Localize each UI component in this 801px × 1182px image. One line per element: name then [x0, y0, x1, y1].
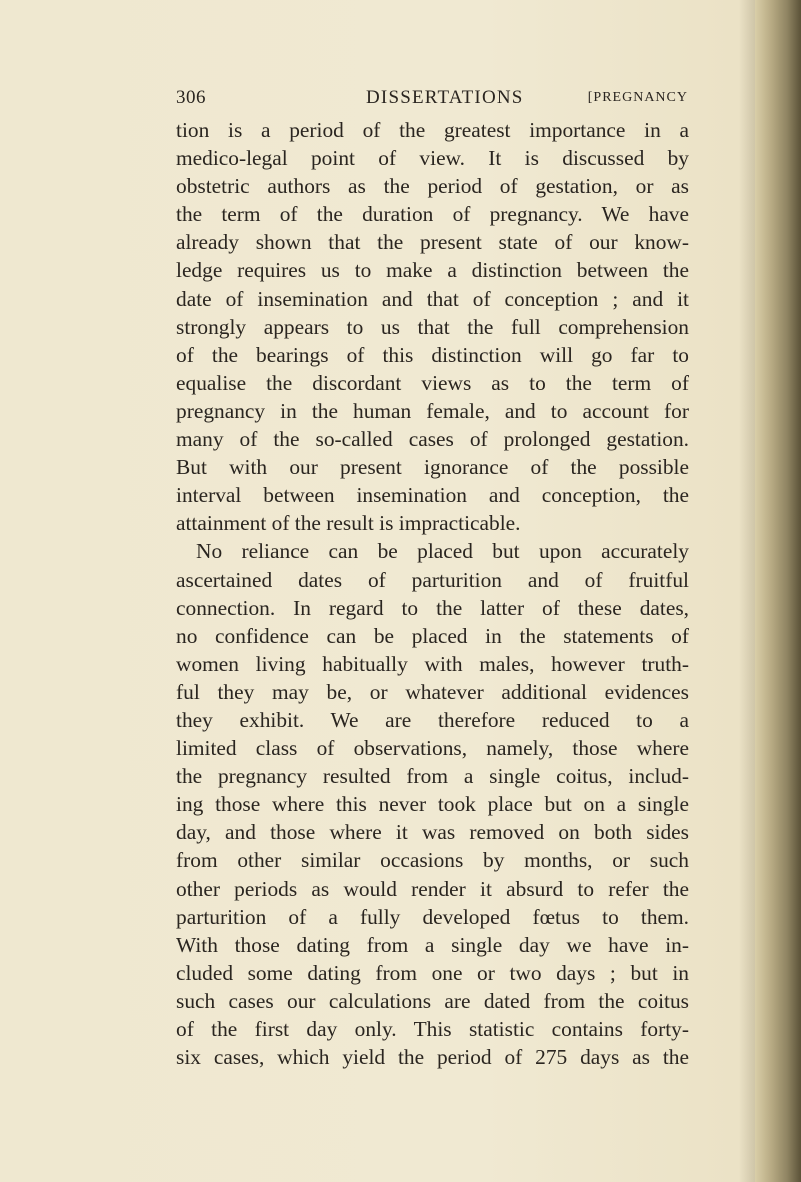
text-line: such cases our calculations are dated from the coitus [176, 988, 689, 1013]
text-line: six cases, which yield the period of 275 days as the [176, 1045, 689, 1070]
book-edge [755, 0, 801, 1182]
running-head [176, 87, 688, 117]
text-line: already shown that the present state of our know- [176, 230, 689, 255]
text-line: interval between insemination and conception, the [176, 483, 689, 508]
text-line: limited class of observations, namely, those where [176, 736, 689, 761]
text-line: ing those where this never took place but on a single [176, 792, 689, 817]
text-line: day, and those where it was removed on both sides [176, 820, 689, 845]
text-line: no confidence can be placed in the statements of [176, 623, 689, 648]
text-line: obstetric authors as the period of gestation, or as [176, 174, 689, 199]
text-line: other periods as would render it absurd to refer the [176, 876, 689, 901]
text-line: But with our present ignorance of the possible [176, 455, 689, 480]
text-line: equalise the discordant views as to the term of [176, 370, 689, 395]
text-line: of the bearings of this distinction will go far to [176, 342, 689, 367]
text-line: cluded some dating from one or two days ; but in [176, 960, 689, 985]
text-line: connection. In regard to the latter of these dates, [176, 595, 689, 620]
text-line: ful they may be, or whatever additional evidences [176, 679, 689, 704]
text-line: tion is a period of the greatest importance in a [176, 118, 689, 142]
text-line: ascertained dates of parturition and of fruitful [176, 567, 689, 592]
page-number: 306 [176, 87, 206, 108]
text-line: the pregnancy resulted from a single coitus, includ- [176, 764, 689, 789]
running-head-section: [PREGNANCY [587, 90, 688, 105]
text-line: of the first day only. This statistic contains forty- [176, 1017, 689, 1041]
text-line: women living habitually with males, however truth- [176, 651, 689, 676]
text-line: pregnancy in the human female, and to account for [176, 398, 689, 423]
text-line: medico-legal point of view. It is discussed by [176, 146, 689, 171]
text-line: date of insemination and that of conception ; and it [176, 286, 689, 311]
text-line: With those dating from a single day we have in- [176, 932, 689, 957]
text-line: attainment of the result is impracticable. [176, 511, 521, 536]
page-gutter-shadow [739, 0, 755, 1182]
text-line: parturition of a fully developed fœtus to them. [176, 904, 689, 929]
running-head-title: DISSERTATIONS [366, 87, 524, 108]
body-text [176, 116, 689, 1071]
text-line: No reliance can be placed but upon accurately [196, 539, 689, 564]
text-line: they exhibit. We are therefore reduced to a [176, 707, 689, 732]
text-line: ledge requires us to make a distinction between the [176, 258, 689, 283]
text-line: strongly appears to us that the full comprehension [176, 314, 689, 339]
text-line: many of the so-called cases of prolonged gestation. [176, 427, 689, 452]
text-line: from other similar occasions by months, or such [176, 848, 689, 873]
text-line: the term of the duration of pregnancy. We have [176, 202, 689, 227]
